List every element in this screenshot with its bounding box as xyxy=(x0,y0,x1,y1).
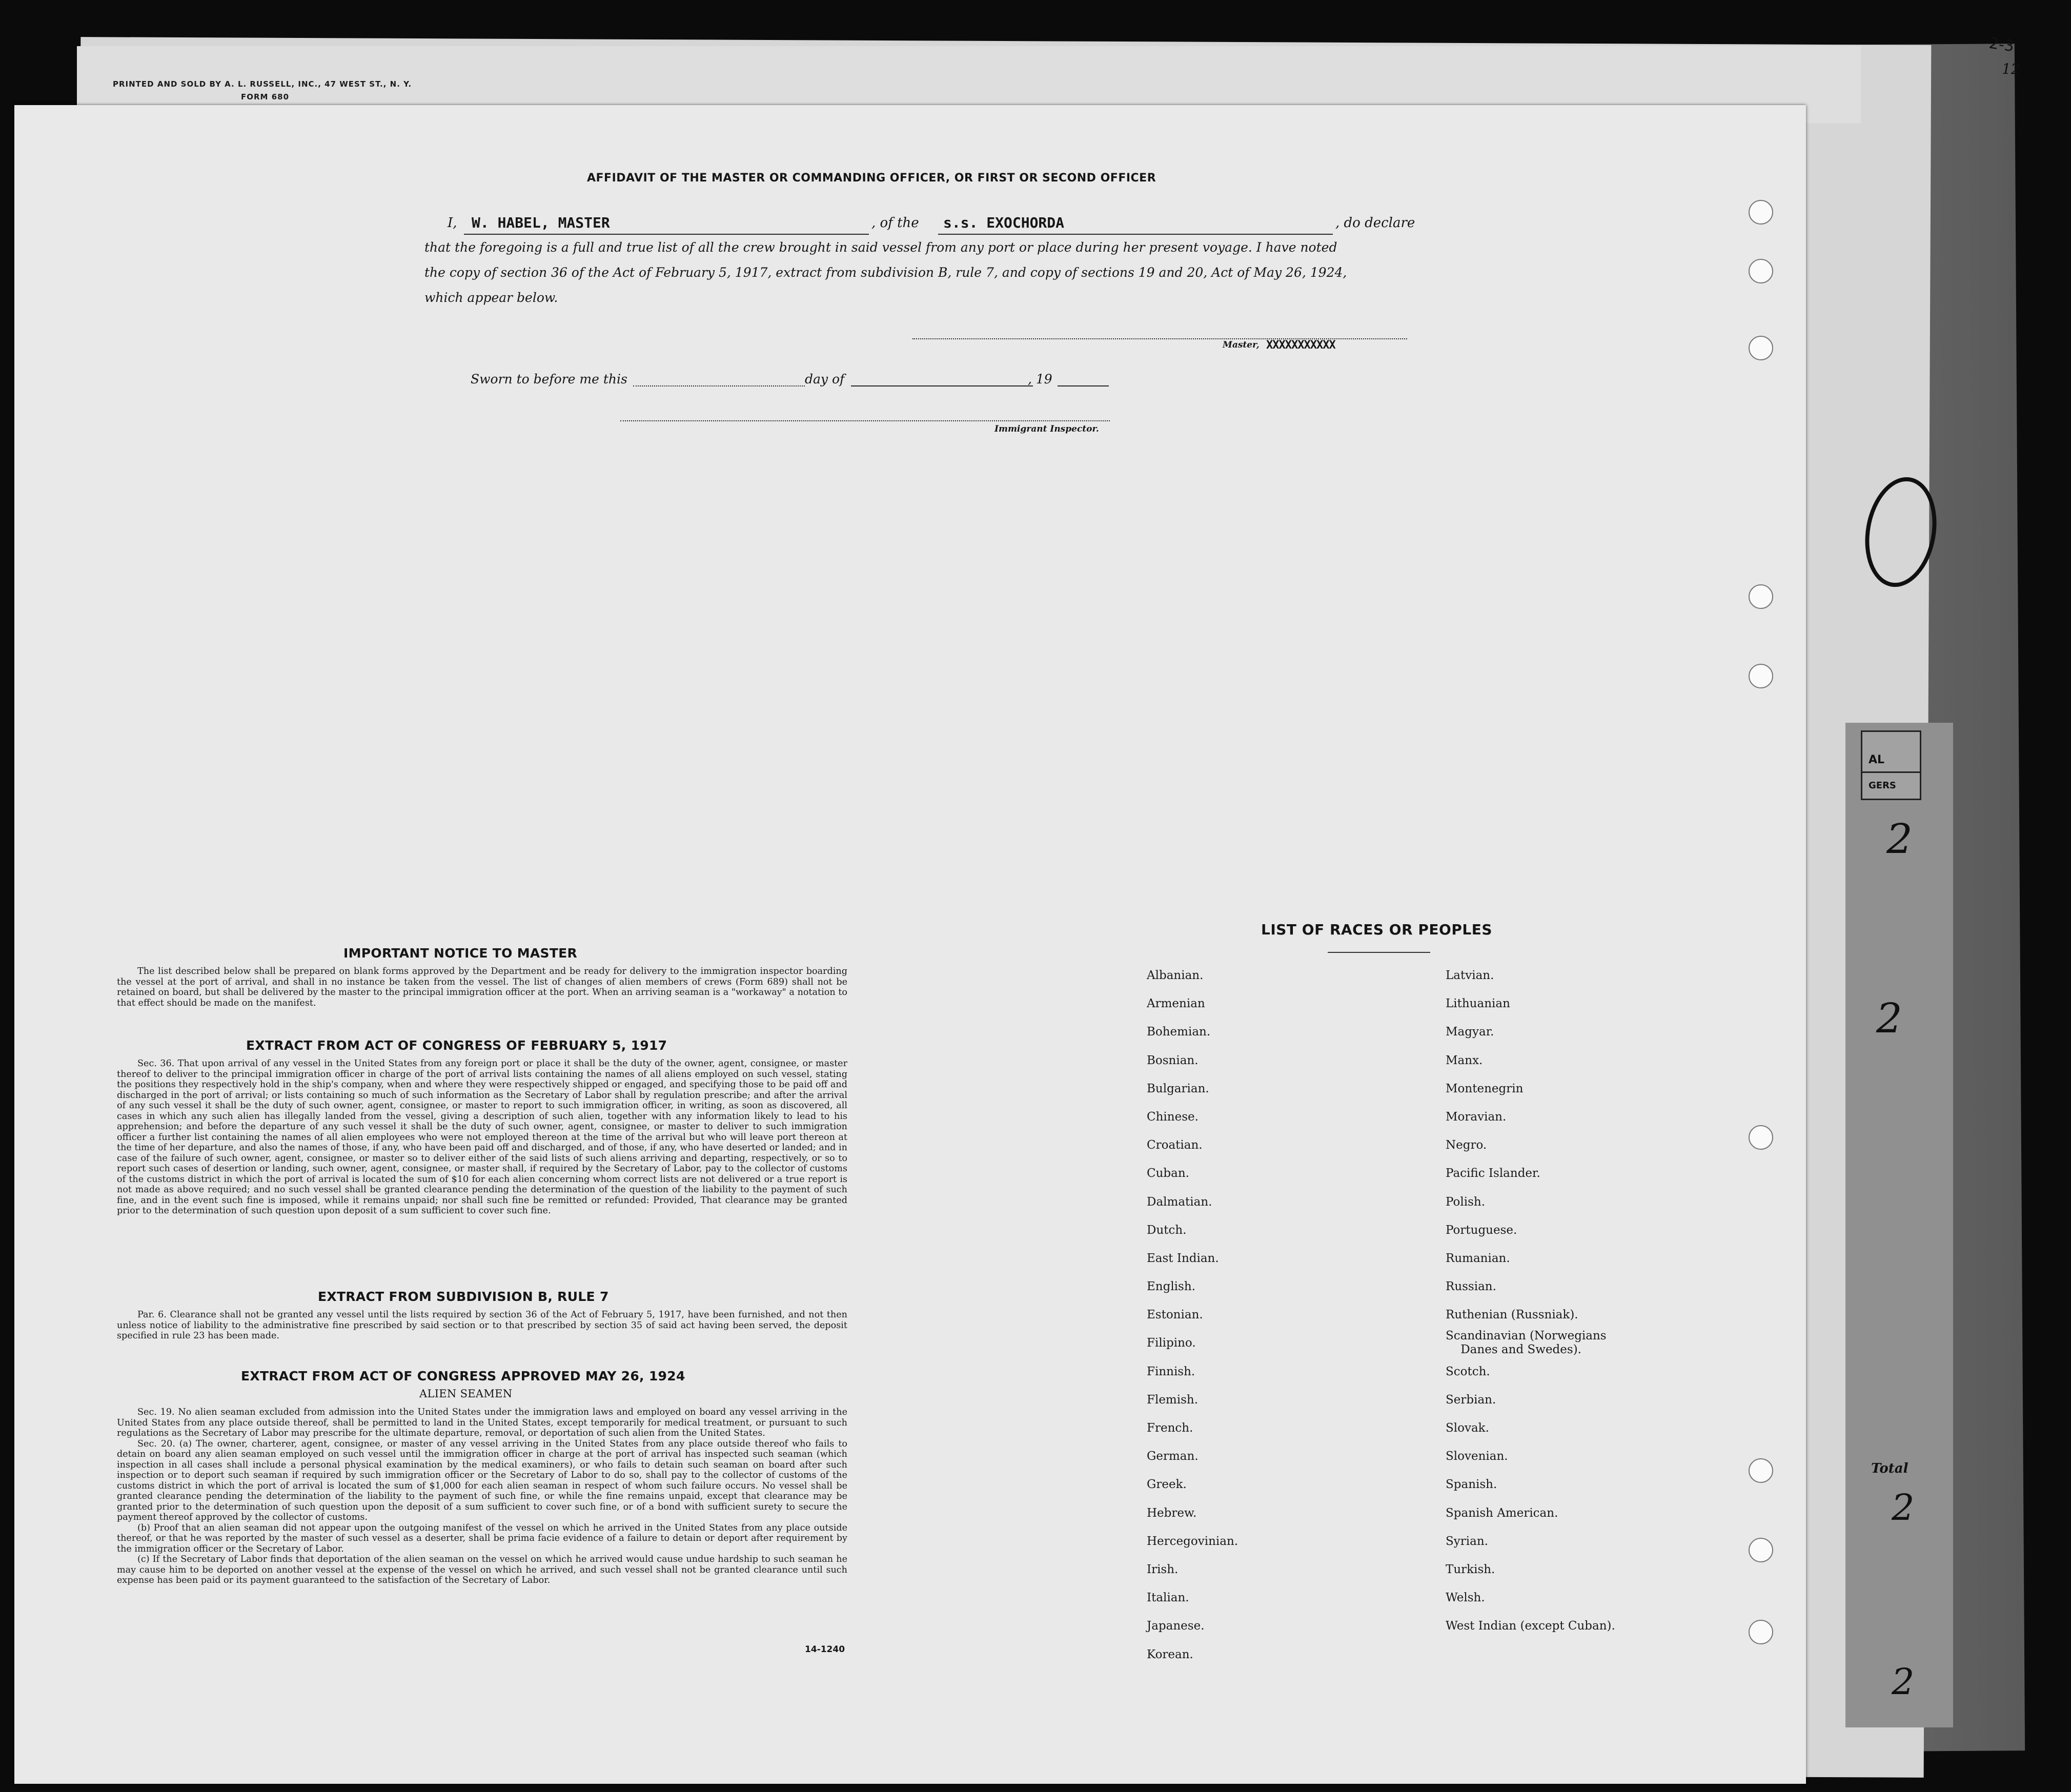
race-item: Greek. xyxy=(1147,1478,1187,1492)
race-item: English. xyxy=(1147,1280,1195,1294)
right-edge-strip xyxy=(1845,723,1953,1727)
race-item: Bosnian. xyxy=(1147,1053,1199,1067)
tally-mark-2: 2 xyxy=(1876,994,1902,1042)
race-item: Negro. xyxy=(1446,1138,1487,1152)
race-item: Albanian. xyxy=(1147,969,1204,982)
race-item: Italian. xyxy=(1147,1591,1189,1605)
edge-label-box-1: AL xyxy=(1861,730,1921,790)
race-item: Latvian. xyxy=(1446,969,1494,982)
extract-rule7-heading: EXTRACT FROM SUBDIVISION B, RULE 7 xyxy=(318,1289,609,1304)
race-item: Turkish. xyxy=(1446,1562,1495,1576)
race-item: Manx. xyxy=(1446,1053,1483,1067)
affidavit-line1-mid: , of the xyxy=(871,215,919,231)
race-item: Flemish. xyxy=(1147,1393,1199,1407)
section-20a-paragraph: Sec. 20. (a) The owner, charterer, agent, consignee, or master of any vessel arriving in the United States from any place outside thereof who fails to detain on board any alien seaman employed on such vessel until the immigration officer in charge at the port of arrival has inspected such seaman (which inspection in all cases shall include a personal physical examination by the medical examiners), or who fails to detain such seaman on board after such inspection or to deport such seaman if required by such immigration officer or the Secretary of Labor to do so, shall pay to the collector of customs of the customs district in which the port of arrival is located the sum of $1,000 for each alien seaman in respect of whom such failure occurs. No vessel shall be granted clearance pending the determination of the liability to the payment of such fine, or while the fine remains unpaid, except that clearance may be granted prior to the determination of such question upon the deposit of a sum sufficient to cover such fine, or of a bond with sufficient surety to secure the payment thereof approved by the collector of customs. xyxy=(117,1438,847,1522)
notice-body xyxy=(117,966,847,1008)
race-item: Cuban. xyxy=(1147,1167,1189,1180)
race-item: Montenegrin xyxy=(1446,1082,1524,1095)
punch-hole xyxy=(1749,336,1773,360)
paragraph-6: Par. 6. Clearance shall not be granted any vessel until the lists required by section 36 of the Act of February 5, 1917, have been furnished, and not then unless notice of liability to the administrative fine prescribed by said section or to that prescribed by section 35 of said act having been served, the deposit specified in rule 23 has been made. xyxy=(117,1310,847,1341)
race-item: Croatian. xyxy=(1147,1138,1203,1152)
punch-hole xyxy=(1749,1125,1773,1150)
sworn-year-field[interactable] xyxy=(1058,385,1109,386)
section-20c-paragraph: (c) If the Secretary of Labor finds that deportation of the alien seaman on the vessel on which he arrived would cause undue hardship to such seaman he may cause him to be deported on another vessel at the expense of the vessel on which he arrived, and such vessel shall not be granted clearance until such expense has been paid or its payment guaranteed to the satisfaction of the Secretary of Labor. xyxy=(117,1554,847,1585)
extract-1924-body xyxy=(117,1407,847,1586)
race-item: Magyar. xyxy=(1446,1025,1494,1039)
race-item: Dalmatian. xyxy=(1147,1195,1212,1209)
race-item: Rumanian. xyxy=(1446,1251,1510,1265)
notice-heading: IMPORTANT NOTICE TO MASTER xyxy=(343,946,578,961)
race-item: Slovak. xyxy=(1446,1421,1489,1435)
race-item: Finnish. xyxy=(1147,1365,1195,1378)
form-line: FORM 680 xyxy=(241,92,290,101)
affidavit-line1-prefix: I, xyxy=(448,215,457,231)
race-item: Bulgarian. xyxy=(1147,1082,1209,1095)
race-item: Scandinavian (Norwegians Danes and Swedes). xyxy=(1446,1329,1607,1357)
punch-hole xyxy=(1749,1458,1773,1483)
race-item: Bohemian. xyxy=(1147,1025,1211,1039)
race-item: Lithuanian xyxy=(1446,997,1510,1011)
notice-paragraph: The list described below shall be prepared on blank forms approved by the Department and be ready for delivery to the immigration inspector boarding the vessel at the port of arrival, and shall in no instance be taken from the vessel. The list of changes of alien members of crews (Form 689) shall not be retained on board, but shall be delivered by the master to the principal immigration officer at the port. When an arriving seaman is a "workaway" a notation to that effect should be made on the manifest. xyxy=(117,966,847,1008)
punch-hole xyxy=(1749,1538,1773,1562)
master-signature-label: Master, xyxy=(1223,340,1260,350)
race-item: Spanish. xyxy=(1446,1478,1497,1492)
race-item: Portuguese. xyxy=(1446,1223,1517,1237)
race-item: Estonian. xyxy=(1147,1308,1203,1322)
affidavit-line4: which appear below. xyxy=(424,290,558,305)
affidavit-line3: the copy of section 36 of the Act of February 5, 1917, extract from subdivision B, rule 7, and copy of sections 19 and 20, Act of May 26, 1924, xyxy=(424,265,1347,280)
races-column-2 xyxy=(1446,962,1615,1641)
race-item: Armenian xyxy=(1147,997,1205,1011)
affidavit-line1-suffix: , do declare xyxy=(1335,215,1415,231)
race-item: Moravian. xyxy=(1446,1110,1507,1124)
race-item: Syrian. xyxy=(1446,1534,1488,1548)
extract-1917-body xyxy=(117,1058,847,1216)
extract-1917-heading: EXTRACT FROM ACT OF CONGRESS OF FEBRUARY 5, 1917 xyxy=(246,1038,667,1053)
alien-seamen-subheading: ALIEN SEAMEN xyxy=(419,1388,513,1400)
punch-hole xyxy=(1749,1620,1773,1644)
race-item: Dutch. xyxy=(1147,1223,1187,1237)
race-item: Filipino. xyxy=(1147,1336,1196,1350)
section-19-paragraph: Sec. 19. No alien seaman excluded from admission into the United States under the immigration laws and employed on board any vessel arriving in the United States from any place outside thereof, shall be permitted to land in the United States, except temporarily for medical treatment, or pursuant to such regulations as the Secretary of Labor may prescribe for the ultimate departure, removal, or deportation of such alien from the United States. xyxy=(117,1407,847,1438)
sworn-year-label: , 19 xyxy=(1028,372,1052,386)
total-label: Total xyxy=(1871,1461,1908,1476)
corner-page-number: 2-3 xyxy=(1987,34,2016,56)
inspector-label: Immigrant Inspector. xyxy=(994,424,1099,434)
race-item: Korean. xyxy=(1147,1647,1193,1661)
race-item: Irish. xyxy=(1147,1562,1179,1576)
race-item: Polish. xyxy=(1446,1195,1486,1209)
form-number: 14-1240 xyxy=(805,1644,845,1655)
vessel-name-field[interactable] xyxy=(938,234,1333,235)
extract-1924-heading: EXTRACT FROM ACT OF CONGRESS APPROVED MAY 26, 1924 xyxy=(241,1369,685,1383)
race-item: French. xyxy=(1147,1421,1193,1435)
race-item: Welsh. xyxy=(1446,1591,1485,1605)
printer-line: PRINTED AND SOLD BY A. L. RUSSELL, INC., 47 WEST ST., N. Y. xyxy=(113,79,412,89)
race-item: German. xyxy=(1147,1450,1199,1463)
corner-page-number-2: 12 xyxy=(2002,60,2020,77)
race-item: Hercegovinian. xyxy=(1147,1534,1238,1548)
punch-hole xyxy=(1749,584,1773,609)
punch-hole xyxy=(1749,200,1773,225)
master-name-field[interactable] xyxy=(464,234,869,235)
tally-mark-1: 2 xyxy=(1886,815,1913,863)
master-name-value: W. HABEL, MASTER xyxy=(472,214,610,231)
races-heading: LIST OF RACES OR PEOPLES xyxy=(1261,921,1492,938)
sworn-day-field[interactable] xyxy=(633,385,805,386)
race-item: Slovenian. xyxy=(1446,1450,1508,1463)
race-item: Pacific Islander. xyxy=(1446,1167,1540,1180)
race-item: Scotch. xyxy=(1446,1365,1490,1378)
race-item: Serbian. xyxy=(1446,1393,1496,1407)
affidavit-line2: that the foregoing is a full and true list of all the crew brought in said vessel from any port or place during her present voyage. I have noted xyxy=(424,240,1337,255)
race-item: Spanish American. xyxy=(1446,1506,1558,1520)
race-item: Hebrew. xyxy=(1147,1506,1197,1520)
sworn-month-field[interactable] xyxy=(851,385,1033,386)
race-item: Chinese. xyxy=(1147,1110,1199,1124)
inspector-signature-field[interactable] xyxy=(620,420,1110,421)
struck-out-title: XXXXXXXXXXX xyxy=(1266,339,1335,352)
tally-mark-3: 2 xyxy=(1892,1486,1915,1529)
punch-hole xyxy=(1749,664,1773,688)
race-item: East Indian. xyxy=(1147,1251,1219,1265)
sworn-day-label: day of xyxy=(805,372,845,386)
punch-hole xyxy=(1749,259,1773,283)
races-heading-rule xyxy=(1328,952,1430,953)
races-column-1 xyxy=(1147,962,1238,1669)
race-item: Japanese. xyxy=(1147,1619,1205,1633)
affidavit-title: AFFIDAVIT OF THE MASTER OR COMMANDING OFFICER, OR FIRST OR SECOND OFFICER xyxy=(587,172,1156,185)
extract-rule7-body xyxy=(117,1310,847,1341)
sworn-prefix: Sworn to before me this xyxy=(471,372,627,386)
section-36-paragraph: Sec. 36. That upon arrival of any vessel in the United States from any foreign port or place it shall be the duty of the owner, agent, consignee, or master thereof to deliver to the principal immigration officer in charge of the port of arrival lists containing the names of all aliens employed on such vessel, stating the positions they respectively hold in the ship's company, when and where they were respectively shipped or engaged, and specifying those to be paid off and discharged in the port of arrival; or lists containing so much of such information as the Secretary of Labor shall by regulation prescribe; and after the arrival of any such vessel it shall be the duty of such owner, agent, consignee, or master to report to such immigration officer, in writing, as soon as discovered, all cases in which any such alien has illegally landed from the vessel, giving a description of such alien, together with any information likely to lead to his apprehension; and before the departure of any such vessel it shall be the duty of such owner, agent, consignee, or master to deliver to such immigration officer a further list containing the names of all alien employees who were not employed thereon at the time of the arrival but who will leave port thereon at the time of her departure, and also the names of those, if any, who have been paid off and discharged, and of those, if any, who have deserted or landed; and in case of the failure of such owner, agent, consignee, or master so to deliver either of the said lists of such aliens arriving and departing, respectively, or so to report such cases of desertion or landing, such owner, agent, consignee, or master shall, if required by the Secretary of Labor, pay to the collector of customs of the customs district in which the port of arrival is located the sum of $10 for each alien concerning whom correct lists are not delivered or a true report is not made as above required; and no such vessel shall be granted clearance pending the determination of the question of the liability to the payment of such fine, and in the event such fine is imposed, while it remains unpaid; nor shall such fine be remitted or refunded: Provided, That clearance may be granted prior to the determination of such question upon deposit of a sum sufficient to cover such fine. xyxy=(117,1058,847,1216)
vessel-name-value: s.s. EXOCHORDA xyxy=(943,214,1065,231)
tally-mark-4: 2 xyxy=(1892,1661,1915,1703)
race-item: Ruthenian (Russniak). xyxy=(1446,1308,1578,1322)
edge-label-box-2: GERS xyxy=(1861,771,1921,800)
section-20b-paragraph: (b) Proof that an alien seaman did not appear upon the outgoing manifest of the vessel on which he arrived in the United States from any place outside thereof, or that he was reported by the master of such vessel as a deserter, shall be prima facie evidence of a failure to detain or deport after requirement by the immigration officer or the Secretary of Labor. xyxy=(117,1522,847,1554)
race-item: Russian. xyxy=(1446,1280,1496,1294)
race-item: West Indian (except Cuban). xyxy=(1446,1619,1615,1633)
